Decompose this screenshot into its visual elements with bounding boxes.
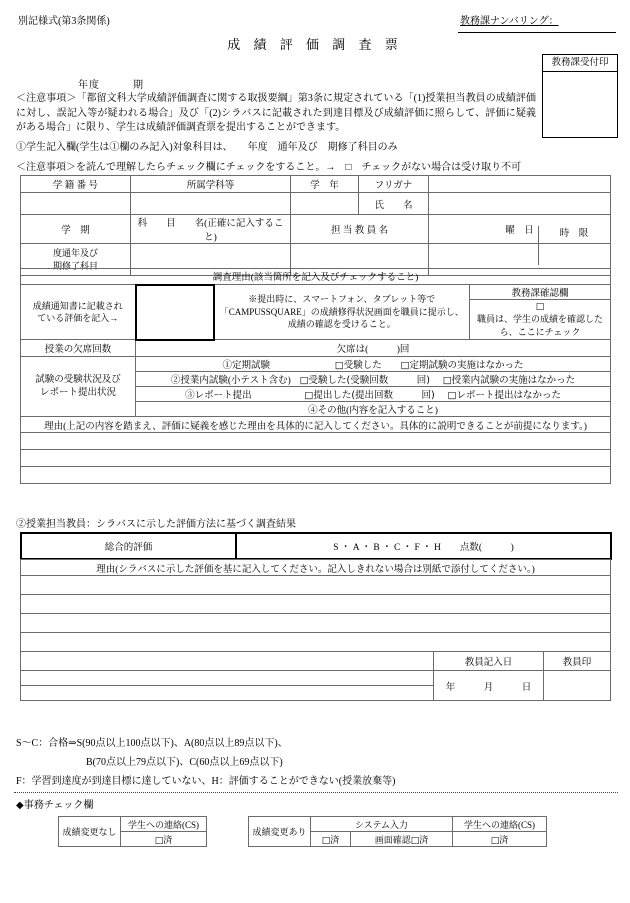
exam-row-1-opt1[interactable]: □受験した bbox=[334, 360, 382, 371]
table-row bbox=[21, 433, 611, 450]
student-info-table bbox=[20, 175, 611, 276]
teacher-seal-field[interactable] bbox=[544, 671, 611, 701]
cell-term-header: 学 期 bbox=[21, 215, 131, 244]
cell-department-header: 所属学科等 bbox=[131, 176, 291, 193]
table-row bbox=[21, 576, 611, 595]
grade-legend-line-3: F：学習到達度が到達目標に達していない、H：評価することができない(授業放棄等) bbox=[16, 776, 396, 787]
exam-row-2[interactable] bbox=[136, 372, 611, 387]
teacher-reason-table bbox=[20, 559, 611, 701]
exam-row-3-name: ③レポート提出 bbox=[185, 391, 252, 401]
no-change-label: 成績変更なし bbox=[59, 817, 121, 847]
teacher-reason-line-5[interactable] bbox=[21, 652, 434, 671]
grade-entry-input[interactable] bbox=[136, 285, 214, 340]
table-row bbox=[21, 176, 611, 193]
teacher-reason-header: 理由(シラバスに示した評価を基に記入してください。記入しきれない場合は別紙で添付してください。) bbox=[21, 560, 611, 576]
table-row bbox=[21, 417, 611, 433]
exam-row-3-opt2[interactable]: □レポート提出はなかった bbox=[447, 390, 561, 401]
exam-row-1-name: ①定期試験 bbox=[222, 361, 271, 371]
hour-header-text: 時 限 bbox=[559, 229, 589, 239]
cell-student-id-input[interactable] bbox=[21, 193, 131, 215]
free-reason-line-2[interactable] bbox=[21, 450, 611, 467]
absence-value[interactable]: 欠席は( )回 bbox=[136, 340, 611, 357]
cell-name-header: 氏 名 bbox=[359, 193, 429, 215]
table-row bbox=[21, 614, 611, 633]
free-reason-line-1[interactable] bbox=[21, 433, 611, 450]
exam-row-3-opt1[interactable]: □提出した(提出回数 回) bbox=[304, 390, 435, 401]
teacher-reason-line-3[interactable] bbox=[21, 614, 611, 633]
inquiry-reason-table bbox=[20, 268, 611, 484]
exam-row-2-opt2[interactable]: □授業内試験の実施はなかった bbox=[442, 375, 576, 386]
changed-contact-checkbox[interactable]: □済 bbox=[453, 832, 547, 847]
cell-name-input[interactable] bbox=[429, 193, 611, 215]
form-code-label: 別記様式(第3条関係) bbox=[18, 16, 110, 27]
cell-furigana-header: フリガナ bbox=[359, 176, 429, 193]
table-row bbox=[21, 671, 611, 686]
office-check-title: ◆事務チェック欄 bbox=[16, 800, 94, 811]
teacher-reason-line-7[interactable] bbox=[21, 686, 434, 701]
exam-status-label: 試験の受験状況及び レポート提出状況 bbox=[21, 357, 136, 417]
cell-grade-year-input[interactable] bbox=[291, 193, 359, 215]
year-term-label: 年度 期 bbox=[78, 80, 144, 91]
office-receipt-stamp-box bbox=[542, 54, 618, 138]
no-change-contact-header: 学生への連絡(CS) bbox=[121, 817, 207, 832]
changed-label: 成績変更あり bbox=[249, 817, 311, 847]
free-reason-header: 理由(上記の内容を踏まえ、評価に疑義を感じた理由を具体的に記入してください。具体的に説明できることが前提になります。) bbox=[21, 417, 611, 433]
table-row bbox=[21, 285, 611, 300]
office-receipt-stamp-label: 教務課受付印 bbox=[543, 55, 617, 72]
office-confirm-checkbox[interactable]: □ bbox=[535, 301, 545, 312]
exam-row-1-opt2[interactable]: □定期試験の実施はなかった bbox=[400, 360, 524, 371]
table-row bbox=[21, 340, 611, 357]
section2-title: ②授業担当教員：シラバスに示した評価方法に基づく調査結果 bbox=[16, 519, 296, 530]
table-row bbox=[21, 269, 611, 285]
cell-student-id-header: 学 籍 番 号 bbox=[21, 176, 131, 193]
table-row bbox=[21, 467, 611, 484]
changed-system-header: システム入力 bbox=[311, 817, 453, 832]
exam-row-1[interactable] bbox=[136, 357, 611, 372]
table-row bbox=[21, 193, 611, 215]
grade-legend-line-2: B(70点以上79点以下)、C(60点以上69点以下) bbox=[86, 757, 283, 768]
inquiry-reason-header: 調査理由(該当箇所を記入及びチェックすること) bbox=[21, 269, 611, 285]
changed-contact-header: 学生への連絡(CS) bbox=[453, 817, 547, 832]
teacher-reason-line-4[interactable] bbox=[21, 633, 611, 652]
office-confirm-body bbox=[470, 300, 611, 340]
cell-subject-header: 科 目 名(正確に記入すること) bbox=[131, 215, 291, 244]
section1-title: ①学生記入欄(学生は①欄のみ記入)対象科目は、 年度 通年及び 期修了科目のみ bbox=[16, 142, 398, 153]
office-confirm-text: 職員は、学生の成績を確認したら、ここにチェック bbox=[477, 314, 604, 337]
table-row bbox=[21, 450, 611, 467]
table-row bbox=[21, 560, 611, 576]
notice-text: ＜注意事項＞「都留文科大学成績評価調査に関する取扱要綱」第3条に規定されている「(1)授業担当教員の成績評価に対し、誤記入等が疑われる場合」及び「(2)シラバスに記載された到達目標及び成績評価に照らして、評価に疑義がある場合」に限り、学生は成績評価調査票を提出することができます。 bbox=[16, 93, 536, 133]
exam-row-2-name: ②授業内試験(小テスト含む) bbox=[170, 376, 291, 386]
term-label-line1: 度通年及び bbox=[52, 248, 98, 258]
free-reason-line-3[interactable] bbox=[21, 467, 611, 484]
section-divider bbox=[14, 792, 618, 793]
grade-legend-line-1: S～C：合格⇒S(90点以上100点以下)、A(80点以上89点以下)、 bbox=[16, 738, 288, 749]
table-row bbox=[21, 215, 611, 244]
teacher-reason-line-6[interactable] bbox=[21, 671, 434, 686]
overall-evaluation-table bbox=[20, 532, 612, 560]
campussquare-note: ※提出時に、スマートフォン、タブレット等で「CAMPUSSQUARE」の成績修得状況画面を職員に提示し、成績の確認を受けること。 bbox=[214, 285, 470, 340]
weekday-header-text: 曜 日 bbox=[505, 226, 534, 236]
office-changed-table bbox=[248, 816, 547, 847]
no-change-contact-checkbox[interactable]: □済 bbox=[121, 832, 207, 847]
teacher-date-header: 教員記入日 bbox=[434, 652, 544, 671]
office-confirm-header: 教務課確認欄 bbox=[470, 285, 611, 300]
office-no-change-table bbox=[58, 816, 207, 847]
teacher-reason-line-2[interactable] bbox=[21, 595, 611, 614]
teacher-seal-header: 教員印 bbox=[544, 652, 611, 671]
table-row bbox=[21, 357, 611, 372]
table-row bbox=[59, 817, 207, 832]
numbering-label: 教務課ナンバリング： bbox=[460, 16, 559, 27]
table-row bbox=[21, 533, 611, 559]
cell-department-input[interactable] bbox=[131, 193, 291, 215]
teacher-reason-line-1[interactable] bbox=[21, 576, 611, 595]
changed-system-checkbox-1[interactable]: □済 bbox=[311, 832, 351, 847]
exam-row-4[interactable]: ④その他(内容を記入すること) bbox=[136, 402, 611, 417]
cell-furigana-input[interactable] bbox=[429, 176, 611, 193]
teacher-date-value[interactable]: 年 月 日 bbox=[434, 671, 544, 701]
table-row bbox=[21, 633, 611, 652]
exam-row-3[interactable] bbox=[136, 387, 611, 402]
numbering-underline bbox=[458, 32, 616, 33]
term-label-line2: 期修了科目 bbox=[52, 260, 98, 271]
table-row bbox=[21, 595, 611, 614]
page-title: 成 績 評 価 調 査 票 bbox=[227, 37, 403, 52]
cell-instructor-header: 担 当 教 員 名 bbox=[291, 215, 429, 244]
changed-system-checkbox-2[interactable]: 画面確認□済 bbox=[351, 832, 453, 847]
section1-check-instruction: ＜注意事項＞を読んで理解したらチェック欄にチェックをすること。→ □ チェックがない場合は受け取り不可 bbox=[16, 162, 522, 173]
grade-entry-label: 成績通知書に記載され ている評価を記入→ bbox=[21, 285, 136, 340]
overall-evaluation-label: 総合的評価 bbox=[21, 533, 236, 559]
table-row bbox=[21, 652, 611, 671]
overall-evaluation-value[interactable]: S ・ A ・ B ・ C ・ F ・ H 点数( ) bbox=[236, 533, 611, 559]
cell-grade-year-header: 学 年 bbox=[291, 176, 359, 193]
exam-row-2-opt1[interactable]: □受験した(受験回数 回) bbox=[299, 375, 430, 386]
table-row bbox=[249, 817, 547, 832]
cell-weekday-hour-header bbox=[429, 215, 611, 244]
absence-label: 授業の欠席回数 bbox=[21, 340, 136, 357]
